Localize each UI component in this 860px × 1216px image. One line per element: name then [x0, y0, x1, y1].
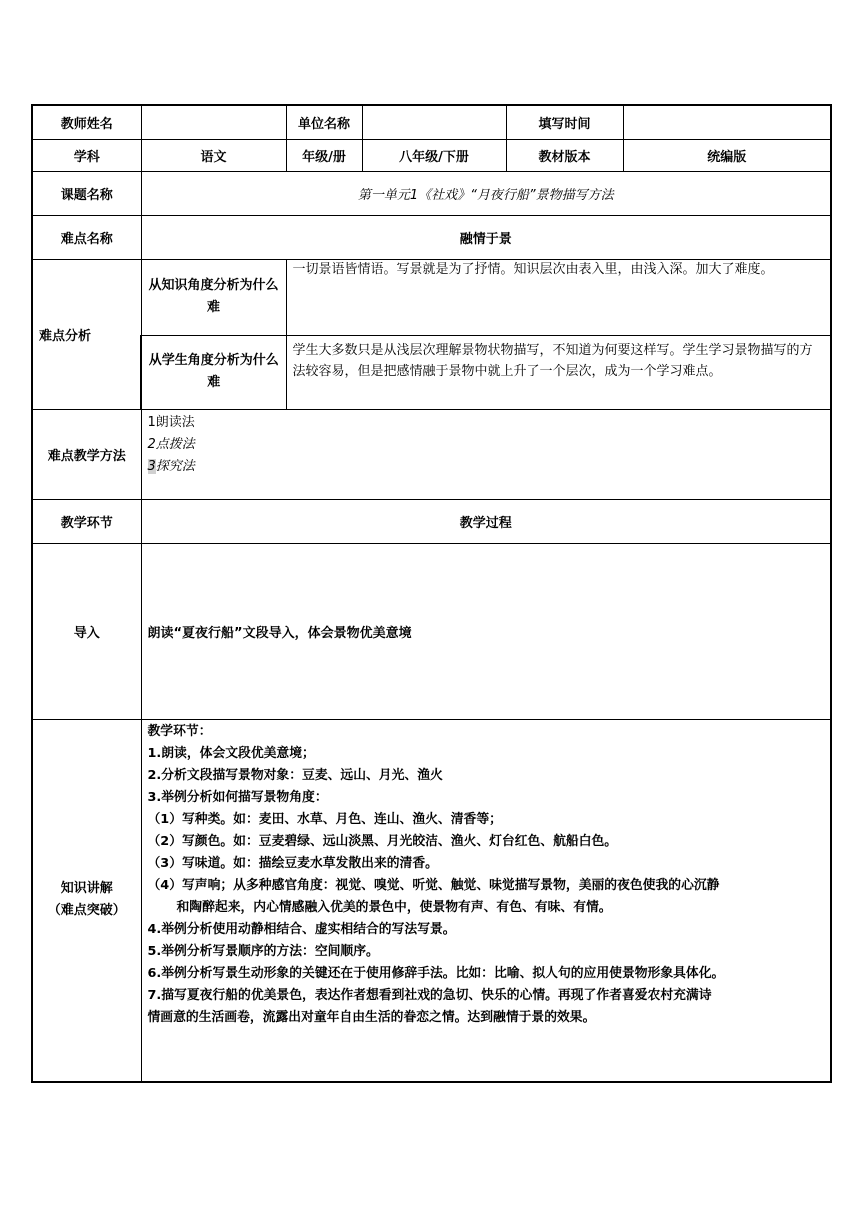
knowledge-content [141, 719, 831, 1082]
analysis-knowledge-row [32, 259, 831, 335]
method-3-number: 3 [147, 458, 156, 474]
methods-row [32, 409, 831, 499]
knowledge-angle-text: 一切景语皆情语。写景就是为了抒情。知识层次由表入里，由浅入深。加大了难度。 [286, 259, 831, 335]
grade-value: 八年级/下册 [362, 139, 506, 171]
knowledge-label-line-2: （难点突破） [47, 903, 126, 919]
analysis-label: 难点分析 [32, 259, 141, 409]
topic-value: 第一单元1《社戏》“月夜行船”景物描写方法 [141, 171, 831, 215]
edition-label: 教材版本 [506, 139, 623, 171]
grade-label: 年级/册 [286, 139, 362, 171]
knowledge-step-7-line-1: 7.描写夏夜行船的优美景色，表达作者想看到社戏的急切、快乐的心情。再现了作者喜爱农村充满诗 [147, 987, 712, 1003]
knowledge-step-2: 2.分析文段描写景物对象：豆麦、远山、月光、渔火 [147, 767, 443, 783]
knowledge-step-5: 5.举例分析写景顺序的方法：空间顺序。 [147, 943, 379, 959]
difficulty-row [32, 215, 831, 259]
knowledge-step-3c: （3）写味道。如：描绘豆麦水草发散出来的清香。 [147, 855, 438, 871]
unit-name-label: 单位名称 [286, 105, 362, 139]
method-3-text: 探究法 [155, 458, 195, 474]
edition-value: 统编版 [623, 139, 831, 171]
knowledge-heading: 教学环节： [147, 723, 212, 739]
topic-row [32, 171, 831, 215]
subject-label: 学科 [32, 139, 141, 171]
process-title: 教学过程 [141, 499, 831, 543]
method-3 [148, 456, 825, 478]
knowledge-step-3d-line-1: （4）写声响；从多种感官角度：视觉、嗅觉、听觉、触觉、味觉描写景物，美丽的夜色使我的心沉静 [147, 877, 720, 893]
knowledge-step-3d-line-2: 和陶醉起来，内心情感融入优美的景色中，使景物有声、有色、有味、有情。 [176, 899, 612, 915]
methods-list [141, 409, 831, 499]
fill-date-value [623, 105, 831, 139]
subject-row [32, 139, 831, 171]
difficulty-value: 融情于景 [141, 215, 831, 259]
subject-value: 语文 [141, 139, 286, 171]
knowledge-step-4: 4.举例分析使用动静相结合、虚实相结合的写法写景。 [147, 921, 456, 937]
topic-label: 课题名称 [32, 171, 141, 215]
knowledge-step-1: 1.朗读，体会文段优美意境； [147, 745, 315, 761]
unit-name-value [362, 105, 506, 139]
intro-text: 朗读“夏夜行船”文段导入，体会景物优美意境 [141, 543, 831, 719]
methods-label: 难点教学方法 [32, 409, 141, 499]
knowledge-angle-label: 从知识角度分析为什么难 [141, 259, 286, 335]
teacher-name-label: 教师姓名 [32, 105, 141, 139]
process-header-row [32, 499, 831, 543]
knowledge-step-3: 3.举例分析如何描写景物角度： [147, 789, 328, 805]
header-row [32, 105, 831, 139]
knowledge-step-7-line-2: 情画意的生活画卷，流露出对童年自由生活的眷恋之情。达到融情于景的效果。 [147, 1009, 596, 1025]
difficulty-label: 难点名称 [32, 215, 141, 259]
knowledge-label [32, 719, 141, 1082]
fill-date-label: 填写时间 [506, 105, 623, 139]
student-angle-text: 学生大多数只是从浅层次理解景物状物描写，不知道为何要这样写。学生学习景物描写的方法较容易，但是把感情融于景物中就上升了一个层次，成为一个学习难点。 [286, 335, 831, 409]
intro-row [32, 543, 831, 719]
lesson-plan-page [31, 104, 830, 1081]
method-2: 2点拨法 [147, 436, 195, 452]
student-angle-label: 从学生角度分析为什么难 [141, 335, 286, 409]
teacher-name-value [141, 105, 286, 139]
analysis-student-row [32, 335, 831, 409]
intro-label: 导入 [32, 543, 141, 719]
knowledge-step-3b: （2）写颜色。如：豆麦碧绿、远山淡黑、月光皎洁、渔火、灯台红色、航船白色。 [147, 833, 618, 849]
knowledge-row [32, 719, 831, 1082]
knowledge-step-6: 6.举例分析写景生动形象的关键还在于使用修辞手法。比如：比喻、拟人句的应用使景物形象具体化。 [147, 965, 725, 981]
lesson-plan-table [31, 104, 832, 1083]
method-1: 1朗读法 [147, 414, 195, 430]
knowledge-step-3a: （1）写种类。如：麦田、水草、月色、连山、渔火、清香等； [147, 811, 502, 827]
process-step-label: 教学环节 [32, 499, 141, 543]
knowledge-label-line-1: 知识讲解 [60, 881, 113, 897]
